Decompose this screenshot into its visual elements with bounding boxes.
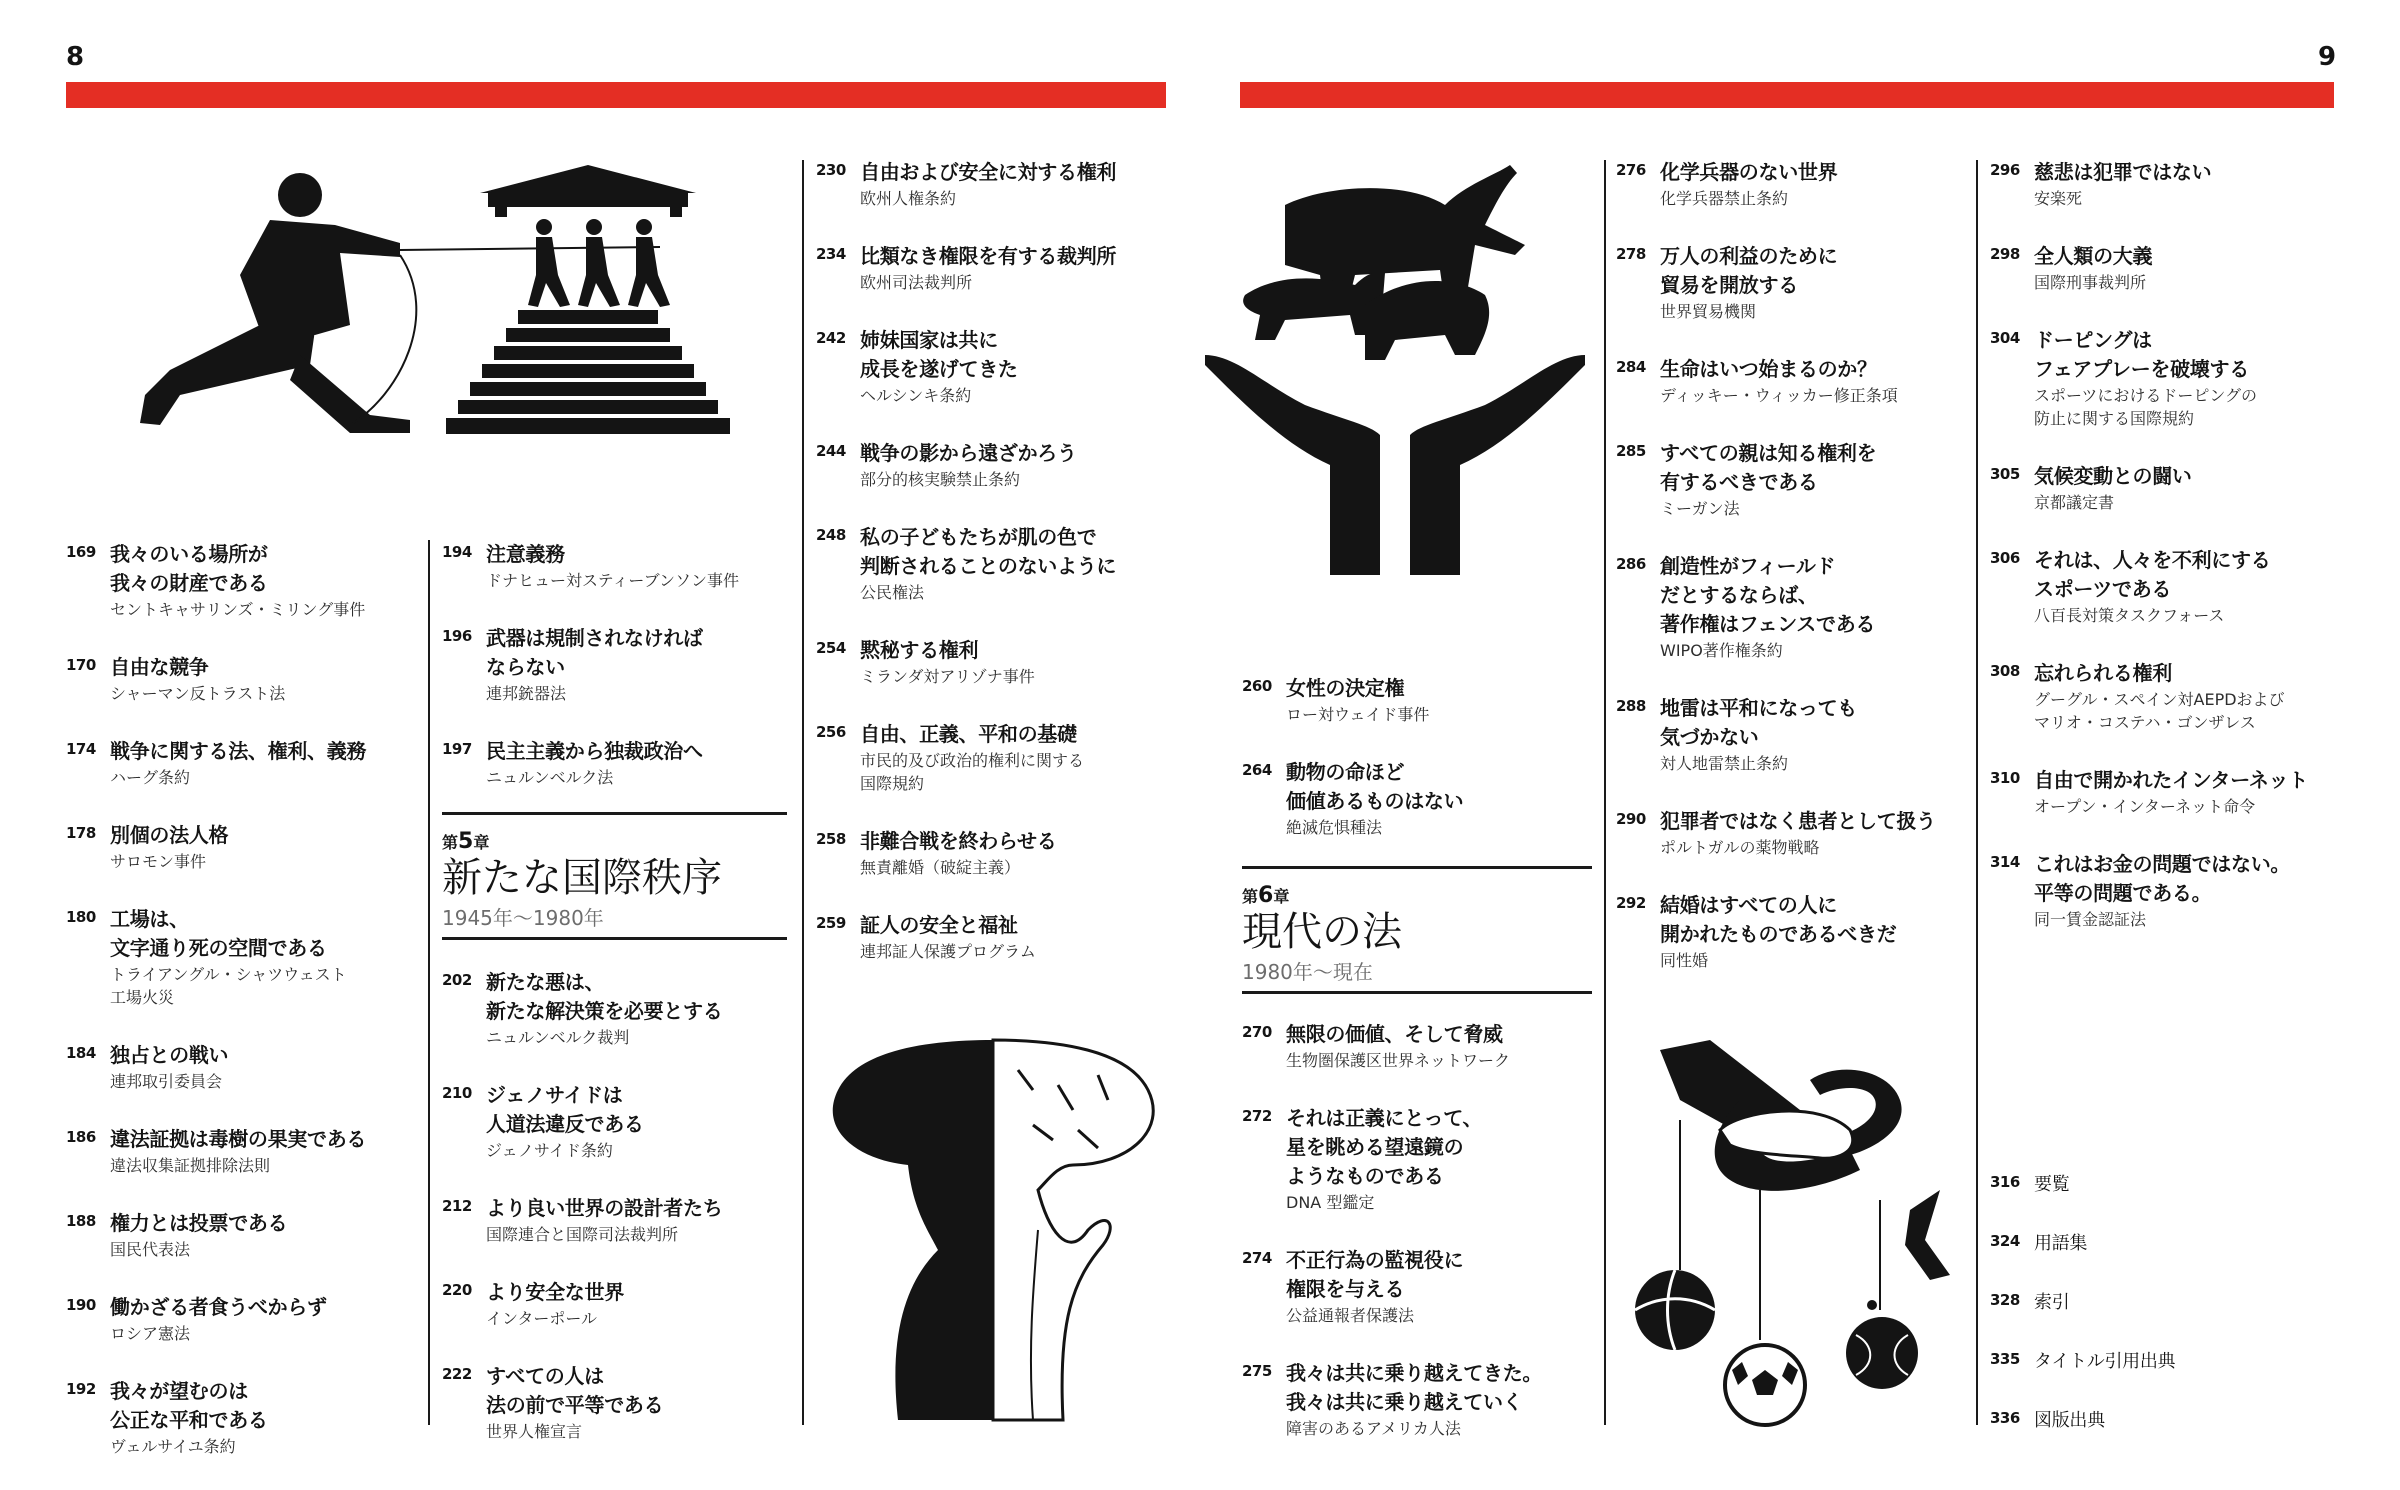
toc-list <box>1242 1020 1592 1440</box>
entry-subtitle: 同性婚 <box>1660 951 1709 970</box>
entry-subtitle: 生物圏保護区世界ネットワーク <box>1286 1051 1511 1070</box>
entry-title: 我々が望むのは 公正な平和である <box>110 1379 268 1432</box>
chapter-title: 新たな国際秩序 <box>442 855 722 901</box>
entry-title: より良い世界の設計者たち <box>486 1196 723 1220</box>
entry-subtitle: ロー対ウェイド事件 <box>1286 705 1430 724</box>
page-ref-number: 288 <box>1616 697 1646 715</box>
toc-entry <box>1990 1170 2340 1199</box>
page-ref-number: 174 <box>66 740 96 758</box>
entry-subtitle: 世界貿易機関 <box>1660 302 1757 321</box>
entry-subtitle: ジェノサイド条約 <box>486 1141 613 1160</box>
entry-title: 違法証拠は毒樹の果実である <box>110 1127 367 1151</box>
entry-subtitle: ミランダ対アリゾナ事件 <box>860 667 1035 686</box>
toc-entry <box>66 540 406 621</box>
page-ref-number: 310 <box>1990 769 2020 787</box>
page-ref-number: 314 <box>1990 853 2020 871</box>
toc-entry <box>1616 807 1966 859</box>
toc-entry <box>1990 850 2340 931</box>
page-ref-number: 260 <box>1242 677 1272 695</box>
page-ref-number: 276 <box>1616 161 1646 179</box>
entry-title: 働かざる者食うべからず <box>110 1295 327 1319</box>
entry-subtitle: 欧州司法裁判所 <box>860 273 973 292</box>
page-ref-number: 194 <box>442 543 472 561</box>
entry-title: 民主主義から独裁政治へ <box>486 739 703 763</box>
entry-title: 自由な競争 <box>110 655 209 679</box>
entry-title: 注意義務 <box>486 542 565 566</box>
page-ref-number: 230 <box>816 161 846 179</box>
entry-title: 自由で開かれたインターネット <box>2034 768 2308 792</box>
entry-title: 索引 <box>2034 1292 2070 1313</box>
toc-entry <box>442 968 787 1049</box>
page-ref-number: 285 <box>1616 442 1646 460</box>
toc-entry <box>1990 1406 2340 1435</box>
page-ref-number: 304 <box>1990 329 2020 347</box>
page-ref-number: 180 <box>66 908 96 926</box>
page-ref-number: 259 <box>816 914 846 932</box>
page-number-right: 9 <box>2318 42 2337 72</box>
entry-title: すべての人は 法の前で平等である <box>486 1364 664 1417</box>
entry-subtitle: ミーガン法 <box>1660 499 1740 518</box>
entry-subtitle: 連邦取引委員会 <box>110 1072 223 1091</box>
page-ref-number: 202 <box>442 971 472 989</box>
toc-entry <box>442 1194 787 1246</box>
tug-of-war-illustration <box>100 165 750 445</box>
toc-entry <box>1242 1104 1592 1214</box>
page-ref-number: 272 <box>1242 1107 1272 1125</box>
entry-subtitle: 化学兵器禁止条約 <box>1660 189 1789 208</box>
toc-entry <box>66 1209 406 1261</box>
toc-entry <box>1616 694 1966 775</box>
toc-entry <box>1990 1347 2340 1376</box>
chapter-label: 第6章 <box>1242 883 1290 908</box>
entry-title: 独占との戦い <box>110 1043 229 1067</box>
toc-list <box>66 540 406 1458</box>
page-ref-number: 336 <box>1990 1409 2020 1427</box>
entry-subtitle: 同一賃金認証法 <box>2034 910 2147 929</box>
entry-title: 姉妹国家は共に 成長を遂げてきた <box>860 328 1018 381</box>
entry-subtitle: ニュルンベルク裁判 <box>486 1028 630 1047</box>
entry-subtitle: ロシア憲法 <box>110 1324 191 1343</box>
page-ref-number: 212 <box>442 1197 472 1215</box>
entry-title: 全人類の大義 <box>2034 244 2153 268</box>
toc-entry <box>816 523 1196 604</box>
toc-entry <box>1990 462 2340 514</box>
back-matter-list <box>1990 1170 2340 1465</box>
entry-title: 戦争の影から遠ざかろう <box>860 441 1077 465</box>
toc-entry <box>1242 1246 1592 1327</box>
page-ref-number: 210 <box>442 1084 472 1102</box>
entry-title: それは、人々を不利にする スポーツである <box>2034 548 2271 601</box>
toc-entry <box>1242 674 1592 726</box>
entry-subtitle: 連邦銃器法 <box>486 684 567 703</box>
entry-subtitle: 欧州人権条約 <box>860 189 957 208</box>
page-ref-number: 278 <box>1616 245 1646 263</box>
entry-title: 私の子どもたちが肌の色で 判断されることのないように <box>860 525 1117 578</box>
page-ref-number: 222 <box>442 1365 472 1383</box>
toc-entry <box>1616 242 1966 323</box>
page-ref-number: 188 <box>66 1212 96 1230</box>
entry-title: 地雷は平和になっても 気づかない <box>1660 696 1857 749</box>
page-ref-number: 335 <box>1990 1350 2020 1368</box>
entry-title: より安全な世界 <box>486 1280 624 1304</box>
page-ref-number: 196 <box>442 627 472 645</box>
entry-subtitle: ポルトガルの薬物戦略 <box>1660 838 1820 857</box>
entry-title: 証人の安全と福祉 <box>860 913 1018 937</box>
toc-entry <box>1616 439 1966 520</box>
entry-subtitle: 市民的及び政治的権利に関する 国際規約 <box>860 751 1085 793</box>
toc-entry <box>442 737 787 789</box>
page-ref-number: 292 <box>1616 894 1646 912</box>
entry-subtitle: 連邦証人保護プログラム <box>860 942 1036 961</box>
entry-title: 我々は共に乗り越えてきた。 我々は共に乗り越えていく <box>1286 1361 1543 1414</box>
toc-list <box>442 540 787 789</box>
chapter-6-header <box>1242 866 1592 994</box>
toc-entry <box>1242 1020 1592 1072</box>
entry-subtitle: トライアングル・シャツウェスト 工場火災 <box>110 965 347 1007</box>
page-ref-number: 178 <box>66 824 96 842</box>
toc-list <box>1990 1170 2340 1435</box>
entry-subtitle: シャーマン反トラスト法 <box>110 684 286 703</box>
page-ref-number: 186 <box>66 1128 96 1146</box>
entry-title: ジェノサイドは 人道法違反である <box>486 1083 644 1136</box>
page-ref-number: 242 <box>816 329 846 347</box>
toc-list <box>816 158 1196 963</box>
entry-subtitle: セントキャサリンズ・ミリング事件 <box>110 600 366 619</box>
entry-title: 我々のいる場所が 我々の財産である <box>110 542 268 595</box>
entry-subtitle: 無責離婚（破綻主義） <box>860 858 1021 877</box>
page-ref-number: 254 <box>816 639 846 657</box>
toc-list <box>1616 158 1966 972</box>
page-ref-number: 220 <box>442 1281 472 1299</box>
toc-entry <box>66 653 406 705</box>
toc-entry <box>442 1362 787 1443</box>
toc-entry <box>66 821 406 873</box>
page-ref-number: 290 <box>1616 810 1646 828</box>
toc-entry <box>1990 158 2340 210</box>
toc-entry <box>1616 891 1966 972</box>
page-ref-number: 258 <box>816 830 846 848</box>
entry-title: 生命はいつ始まるのか？ <box>1660 357 1877 381</box>
page-ref-number: 296 <box>1990 161 2020 179</box>
chapter-label: 第5章 <box>442 829 490 854</box>
page-ref-number: 316 <box>1990 1173 2020 1191</box>
entry-title: 忘れられる権利 <box>2034 661 2172 685</box>
entry-title: 比類なき権限を有する裁判所 <box>860 244 1117 268</box>
header-bar-right <box>1240 82 2334 108</box>
page-ref-number: 305 <box>1990 465 2020 483</box>
page-ref-number: 264 <box>1242 761 1272 779</box>
entry-subtitle: WIPO著作権条約 <box>1660 641 1783 660</box>
toc-column-2b <box>442 968 787 1475</box>
entry-title: それは正義にとって、 星を眺める望遠鏡の ようなものである <box>1286 1106 1483 1188</box>
entry-subtitle: ヴェルサイユ条約 <box>110 1437 236 1456</box>
entry-subtitle: スポーツにおけるドーピングの 防止に関する国際規約 <box>2034 386 2258 428</box>
toc-entry <box>1990 766 2340 818</box>
entry-subtitle: DNA 型鑑定 <box>1286 1193 1375 1212</box>
page-number-left: 8 <box>66 42 85 72</box>
toc-entry <box>1616 552 1966 662</box>
page-ref-number: 197 <box>442 740 472 758</box>
entry-title: 戦争に関する法、権利、義務 <box>110 739 367 763</box>
entry-title: 工場は、 文字通り死の空間である <box>110 907 327 960</box>
chapter-dates: 1945年〜1980年 <box>442 906 604 930</box>
page-ref-number: 324 <box>1990 1232 2020 1250</box>
toc-entry <box>1990 242 2340 294</box>
page-ref-number: 248 <box>816 526 846 544</box>
toc-entry <box>66 737 406 789</box>
column-rule <box>802 160 804 1425</box>
entry-title: 万人の利益のために 貿易を開放する <box>1660 244 1838 297</box>
entry-title: 図版出典 <box>2034 1410 2105 1431</box>
toc-entry <box>1990 546 2340 627</box>
entry-subtitle: 国民代表法 <box>110 1240 191 1259</box>
page-ref-number: 256 <box>816 723 846 741</box>
entry-subtitle: インターポール <box>486 1309 598 1328</box>
toc-column-3 <box>816 158 1196 995</box>
entry-title: 創造性がフィールド だとするならば、 著作権はフェンスである <box>1660 554 1876 636</box>
entry-title: 黙秘する権利 <box>860 638 979 662</box>
toc-entry <box>1616 355 1966 407</box>
toc-column-4b <box>1242 1020 1592 1472</box>
page-ref-number: 170 <box>66 656 96 674</box>
toc-entry <box>442 1278 787 1330</box>
toc-entry <box>442 1081 787 1162</box>
page-ref-number: 306 <box>1990 549 2020 567</box>
page-ref-number: 308 <box>1990 662 2020 680</box>
page-ref-number: 298 <box>1990 245 2020 263</box>
toc-entry <box>1990 1288 2340 1317</box>
entry-title: 化学兵器のない世界 <box>1660 160 1838 184</box>
column-rule <box>1604 160 1606 1425</box>
entry-title: すべての親は知る権利を 有するべきである <box>1660 441 1877 494</box>
hands-with-animals-illustration <box>1205 165 1585 585</box>
page-ref-number: 286 <box>1616 555 1646 573</box>
toc-list <box>1242 674 1592 839</box>
toc-entry <box>1242 758 1592 839</box>
entry-title: 武器は規制されなければ ならない <box>486 626 703 679</box>
chapter-title: 現代の法 <box>1242 909 1402 955</box>
entry-subtitle: 部分的核実験禁止条約 <box>860 470 1021 489</box>
toc-entry <box>442 624 787 705</box>
entry-title: 慈悲は犯罪ではない <box>2034 160 2212 184</box>
header-bar-left <box>66 82 1166 108</box>
toc-entry <box>816 439 1196 491</box>
page-ref-number: 274 <box>1242 1249 1272 1267</box>
money-hand-balls-illustration <box>1620 1040 1980 1440</box>
entry-subtitle: 国際連合と国際司法裁判所 <box>486 1225 679 1244</box>
toc-column-1 <box>66 540 406 1490</box>
toc-list <box>1990 158 2340 931</box>
entry-subtitle: 世界人権宣言 <box>486 1422 583 1441</box>
page-ref-number: 270 <box>1242 1023 1272 1041</box>
entry-subtitle: ヘルシンキ条約 <box>860 386 972 405</box>
page-ref-number: 284 <box>1616 358 1646 376</box>
entry-title: 結婚はすべての人に 開かれたものであるべきだ <box>1660 893 1897 946</box>
toc-list <box>442 968 787 1443</box>
toc-entry <box>442 540 787 592</box>
entry-subtitle: ドナヒュー対スティーブンソン事件 <box>486 571 739 590</box>
entry-subtitle: 安楽死 <box>2034 189 2083 208</box>
entry-subtitle: 公民権法 <box>860 583 925 602</box>
entry-subtitle: グーグル・スペイン対AEPDおよび マリオ・コステハ・ゴンザレス <box>2034 690 2285 732</box>
entry-title: ドーピングは フェアプレーを破壊する <box>2034 328 2249 381</box>
entry-subtitle: 八百長対策タスクフォース <box>2034 606 2225 625</box>
toc-entry <box>816 242 1196 294</box>
entry-subtitle: ハーグ条約 <box>110 768 191 787</box>
toc-entry <box>66 1041 406 1093</box>
toc-entry <box>816 326 1196 407</box>
entry-subtitle: 国際刑事裁判所 <box>2034 273 2147 292</box>
page-ref-number: 190 <box>66 1296 96 1314</box>
entry-title: 不正行為の監視役に 権限を与える <box>1286 1248 1464 1301</box>
entry-title: 犯罪者ではなく患者として扱う <box>1660 809 1936 833</box>
entry-subtitle: ニュルンベルク法 <box>486 768 614 787</box>
toc-entry <box>66 1293 406 1345</box>
toc-entry <box>816 158 1196 210</box>
entry-subtitle: オープン・インターネット命令 <box>2034 797 2256 816</box>
entry-subtitle: 障害のあるアメリカ人法 <box>1286 1419 1461 1438</box>
entry-title: 女性の決定権 <box>1286 676 1405 700</box>
page-ref-number: 275 <box>1242 1362 1272 1380</box>
toc-column-4 <box>1242 674 1592 871</box>
entry-title: 新たな悪は、 新たな解決策を必要とする <box>486 970 723 1023</box>
page-ref-number: 184 <box>66 1044 96 1062</box>
entry-title: タイトル引用出典 <box>2034 1351 2176 1372</box>
entry-subtitle: 絶滅危惧種法 <box>1286 818 1383 837</box>
entry-title: 権力とは投票である <box>110 1211 288 1235</box>
toc-entry <box>1242 1359 1592 1440</box>
entry-subtitle: サロモン事件 <box>110 852 207 871</box>
toc-entry <box>66 1125 406 1177</box>
entry-title: 無限の価値、そして脅威 <box>1286 1022 1503 1046</box>
chapter-dates: 1980年〜現在 <box>1242 960 1373 984</box>
entry-subtitle: ディッキー・ウィッカー修正条項 <box>1660 386 1898 405</box>
page-ref-number: 328 <box>1990 1291 2020 1309</box>
toc-entry <box>1616 158 1966 210</box>
entry-title: 要覧 <box>2034 1174 2070 1195</box>
toc-entry <box>1990 326 2340 430</box>
toc-entry <box>816 827 1196 879</box>
entry-title: 非難合戦を終わらせる <box>860 829 1057 853</box>
entry-title: 自由、正義、平和の基礎 <box>860 722 1077 746</box>
toc-entry <box>816 636 1196 688</box>
toc-entry <box>816 720 1196 795</box>
page-ref-number: 244 <box>816 442 846 460</box>
page-ref-number: 192 <box>66 1380 96 1398</box>
page-ref-number: 234 <box>816 245 846 263</box>
entry-subtitle: 公益通報者保護法 <box>1286 1306 1415 1325</box>
entry-title: 気候変動との闘い <box>2034 464 2192 488</box>
entry-title: これはお金の問題ではない。 平等の問題である。 <box>2034 852 2291 905</box>
toc-entry <box>1990 1229 2340 1258</box>
toc-entry <box>816 911 1196 963</box>
entry-subtitle: 京都議定書 <box>2034 493 2115 512</box>
mushroom-cloud-tree-illustration <box>818 1030 1168 1430</box>
entry-subtitle: 違法収集証拠排除法則 <box>110 1156 271 1175</box>
toc-entry <box>1990 659 2340 734</box>
column-rule <box>428 540 430 1425</box>
toc-entry <box>66 905 406 1009</box>
page-ref-number: 169 <box>66 543 96 561</box>
toc-column-6 <box>1990 158 2340 963</box>
entry-title: 別個の法人格 <box>110 823 229 847</box>
entry-title: 動物の命ほど 価値あるものはない <box>1286 760 1464 813</box>
toc-column-5 <box>1616 158 1966 1004</box>
toc-column-2 <box>442 540 787 821</box>
entry-title: 用語集 <box>2034 1233 2088 1254</box>
entry-subtitle: 対人地雷禁止条約 <box>1660 754 1789 773</box>
entry-title: 自由および安全に対する権利 <box>860 160 1117 184</box>
toc-entry <box>66 1377 406 1458</box>
chapter-5-header <box>442 812 787 940</box>
